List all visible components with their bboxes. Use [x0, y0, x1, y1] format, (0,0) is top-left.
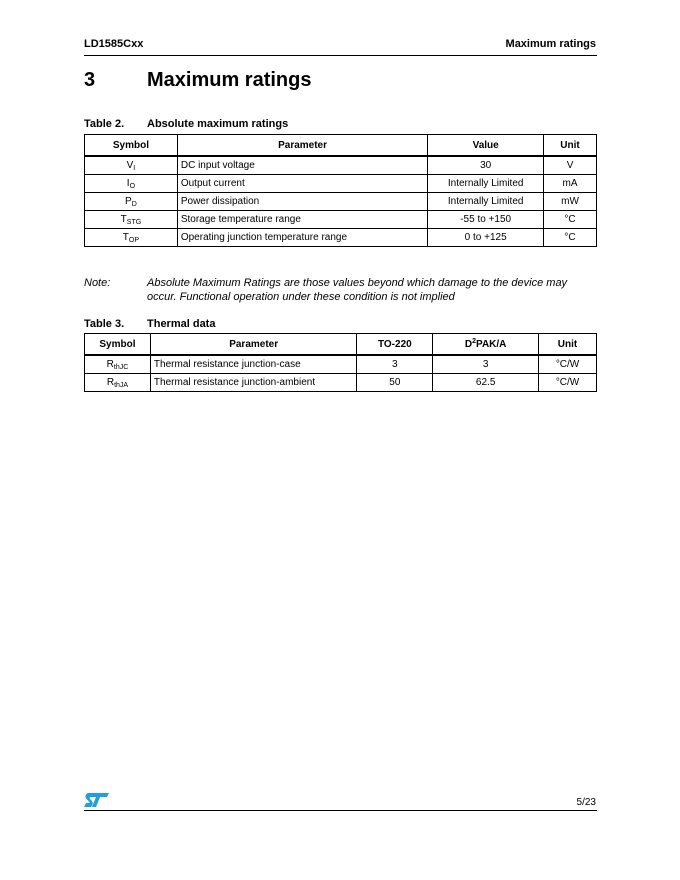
unit-cell: V — [544, 156, 597, 175]
col-unit: Unit — [544, 135, 597, 157]
header-rule — [84, 55, 597, 56]
to220-cell: 3 — [357, 355, 433, 374]
table3-label: Table 3. — [84, 318, 125, 330]
st-logo-icon — [84, 792, 110, 808]
header-section-name: Maximum ratings — [505, 38, 596, 50]
to220-cell: 50 — [357, 374, 433, 392]
section-number: 3 — [84, 69, 96, 91]
col-d2pak: $D^2PAK/A$ — [433, 334, 539, 356]
symbol-cell: $T_{STG}$ — [85, 211, 178, 229]
symbol-cell: $R_{thJC}$ — [85, 355, 151, 374]
thermal-data-table — [84, 333, 597, 392]
symbol-cell: $T_{OP}$ — [85, 229, 178, 247]
parameter-cell: Storage temperature range — [177, 211, 427, 229]
unit-cell: °C — [544, 229, 597, 247]
unit-cell: °C/W — [539, 355, 597, 374]
value-cell: 30 — [428, 156, 544, 175]
symbol-cell: $I_O$ — [85, 175, 178, 193]
table-header-row — [85, 135, 597, 157]
table3-title: Thermal data — [147, 318, 216, 330]
parameter-cell: Thermal resistance junction-ambient — [150, 374, 357, 392]
col-symbol: Symbol — [85, 135, 178, 157]
symbol-cell: $P_D$ — [85, 193, 178, 211]
unit-cell: mW — [544, 193, 597, 211]
note-line-1: Absolute Maximum Ratings are those values beyond which damage to the device may — [147, 277, 568, 289]
section-title: Maximum ratings — [147, 69, 312, 91]
symbol-cell: $R_{thJA}$ — [85, 374, 151, 392]
absolute-max-ratings-table — [84, 134, 597, 247]
unit-cell: °C — [544, 211, 597, 229]
table-header-row — [85, 334, 597, 356]
table2-title: Absolute maximum ratings — [147, 118, 289, 130]
table-row — [85, 193, 597, 211]
unit-cell: mA — [544, 175, 597, 193]
note-label: Note: — [84, 277, 111, 289]
table-row — [85, 211, 597, 229]
d2pak-cell: 62.5 — [433, 374, 539, 392]
value-cell: Internally Limited — [428, 193, 544, 211]
table-row — [85, 374, 597, 392]
parameter-cell: Output current — [177, 175, 427, 193]
d2pak-cell: 3 — [433, 355, 539, 374]
col-unit: Unit — [539, 334, 597, 356]
parameter-cell: Thermal resistance junction-case — [150, 355, 357, 374]
table-row — [85, 229, 597, 247]
table2-label: Table 2. — [84, 118, 125, 130]
page-number: 5/23 — [576, 797, 596, 808]
col-symbol: Symbol — [85, 334, 151, 356]
table-row — [85, 175, 597, 193]
parameter-cell: Operating junction temperature range — [177, 229, 427, 247]
unit-cell: °C/W — [539, 374, 597, 392]
col-parameter: Parameter — [177, 135, 427, 157]
parameter-cell: DC input voltage — [177, 156, 427, 175]
table-row — [85, 156, 597, 175]
value-cell: Internally Limited — [428, 175, 544, 193]
parameter-cell: Power dissipation — [177, 193, 427, 211]
note-line-2: occur. Functional operation under these condition is not implied — [147, 291, 455, 303]
col-to220: TO-220 — [357, 334, 433, 356]
value-cell: 0 to +125 — [428, 229, 544, 247]
symbol-cell: $V_I$ — [85, 156, 178, 175]
col-parameter: Parameter — [150, 334, 357, 356]
table-row — [85, 355, 597, 374]
header-doc-id: LD1585Cxx — [84, 38, 144, 50]
footer-rule — [84, 810, 597, 811]
value-cell: -55 to +150 — [428, 211, 544, 229]
col-value: Value — [428, 135, 544, 157]
